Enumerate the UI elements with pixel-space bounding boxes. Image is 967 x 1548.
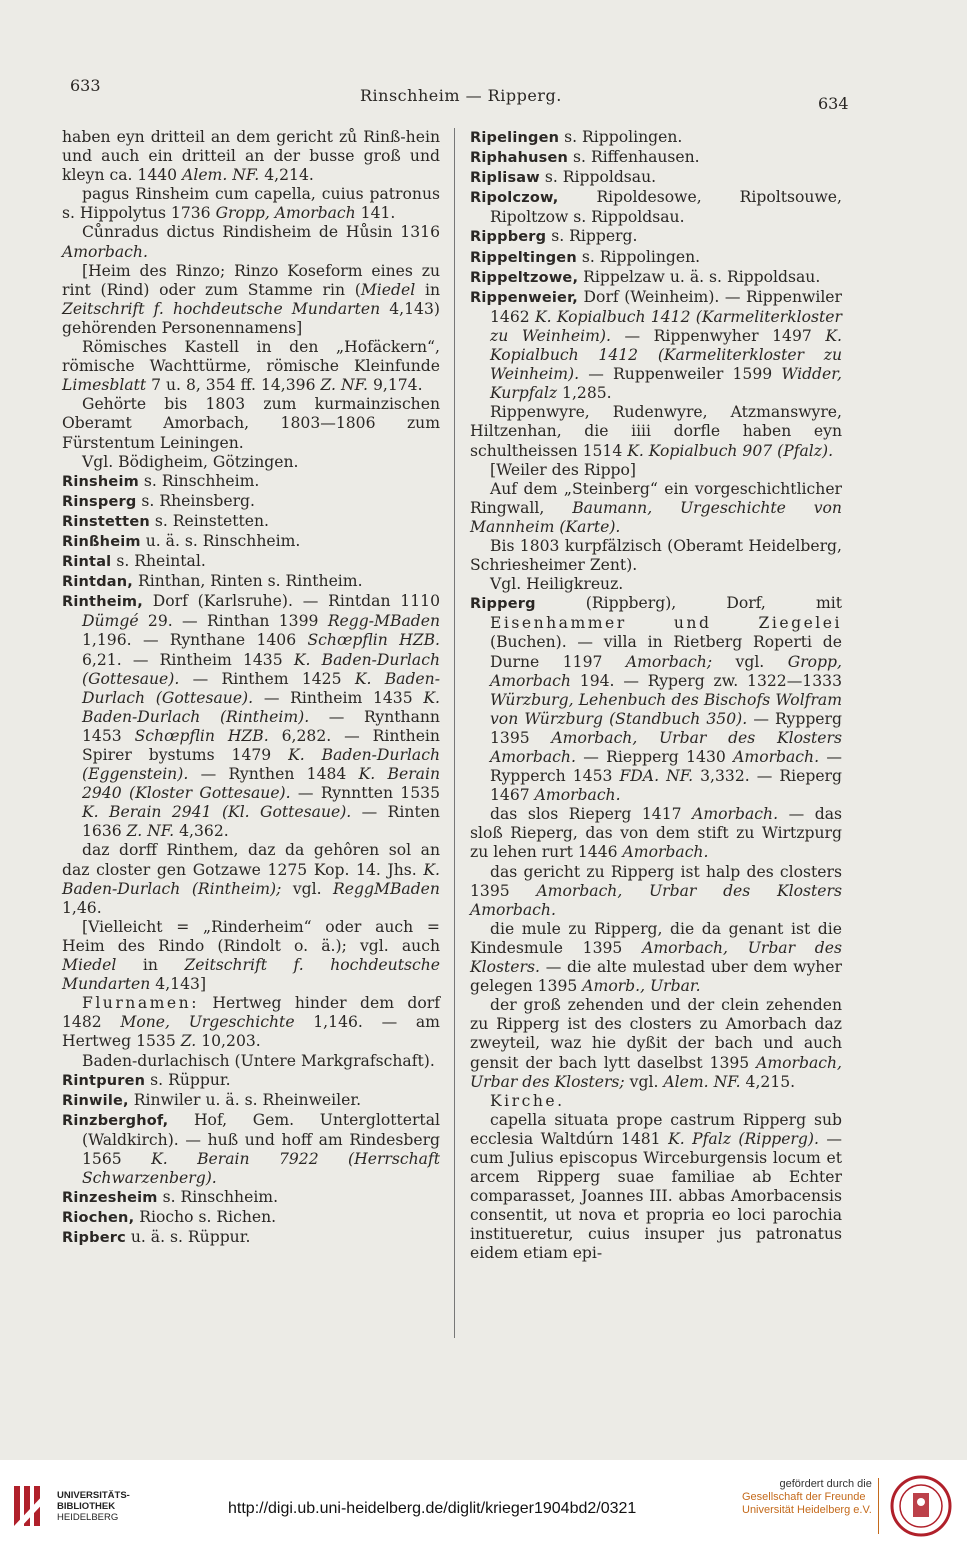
paragraph: Baden-durlachisch (Untere Markgrafschaft). [82, 1051, 435, 1070]
library-name: UNIVERSITÄTS- BIBLIOTHEK HEIDELBERG [57, 1490, 130, 1523]
paragraph: Auf dem „Steinberg“ ein vorgeschichtlicher Ringwall, Baumann, Urgeschichte von Mannheim (Karte). [470, 479, 842, 536]
paragraph: Flurnamen: Hertweg hinder dem dorf 1482 Mone, Urgeschichte 1,146. — am Hertweg 1535 Z. 10,203. [62, 994, 440, 1051]
entry: Rintdan, Rinthan, Rinten s. Rintheim. [62, 572, 363, 591]
entry: Rinzesheim s. Rinschheim. [62, 1188, 279, 1207]
paragraph: der groß zehenden und der clein zehenden zu Ripperg ist des closters zu Amorbach daz zweyteil, waz hie dyßit der bach und auch gensit der bach lytt daselbst 1395 Amorbach, Urbar des Klosters; vgl. Alem. NF. 4,215. [470, 996, 842, 1091]
left-column [62, 128, 440, 1248]
paragraph: Gehörte bis 1803 zum kurmainzischen Oberamt Amorbach, 1803—1806 zum Fürstentum Leiningen. [62, 395, 440, 452]
page-number-left: 633 [70, 76, 101, 95]
paragraph: haben eyn dritteil an dem gericht zů Rinß-hein und auch ein dritteil an der busse groß und kleyn ca. 1440 Alem. NF. 4,214. [62, 128, 440, 185]
entry: Rinwile, Rinwiler u. ä. s. Rheinweiler. [62, 1090, 362, 1109]
entry: Rintal s. Rheintal. [62, 552, 206, 571]
entry: Riplisaw s. Rippoldsau. [470, 168, 657, 187]
paragraph: Bis 1803 kurpfälzisch (Oberamt Heidelberg, Schriesheimer Zent). [470, 536, 842, 575]
column-divider [454, 128, 455, 1338]
permalink-url[interactable]: http://digi.ub.uni-heidelberg.de/diglit/krieger1904bd2/0321 [228, 1500, 637, 1517]
paragraph: Römisches Kastell in den „Hofäckern“, römische Wachttürme, römische Kleinfunde Limesblatt 7 u. 8, 354 ff. 14,396 Z. NF. 9,174. [62, 338, 440, 395]
entry: Ripolczow, Ripoldesowe, Ripoltsouwe, Ripoltzow s. Rippoldsau. [470, 188, 842, 227]
entry: Rinstetten s. Reinstetten. [62, 511, 270, 530]
entry: Rinsheim s. Rinschheim. [62, 471, 260, 490]
paragraph: die mule zu Ripperg, die da genant ist die Kindesmule 1395 Amorbach, Urbar des Klosters. — die alte mulestad uber dem wyher gelegen 1395 Amorb., Urbar. [470, 919, 842, 996]
entry: Rinßheim u. ä. s. Rinschheim. [62, 531, 301, 550]
paragraph: Rippenwyre, Rudenwyre, Atzmanswyre, Hiltzenhan, die iiii dorfle haben eyn schultheissen 1514 K. Kopialbuch 907 (Pfalz). [470, 403, 842, 460]
entry: Rippeltingen s. Rippolingen. [470, 247, 701, 266]
paragraph: Cůnradus dictus Rindisheim de Hůsin 1316 Amorbach. [62, 223, 440, 261]
paragraph: Vgl. Bödigheim, Götzingen. [82, 452, 299, 471]
sponsor-text: gefördert durch die Gesellschaft der Freunde Universität Heidelberg e.V. [742, 1478, 872, 1516]
right-column [470, 128, 842, 1264]
paragraph: pagus Rinsheim cum capella, cuius patronus s. Hippolytus 1736 Gropp, Amorbach 141. [62, 185, 440, 223]
entry-rippenweier: Rippenweier, Dorf (Weinheim). — Rippenwiler 1462 K. Kopialbuch 1412 (Karmeliterkloster zu Weinheim). — Rippenwyher 1497 K. Kopialbuch 1412 (Karmeliterkloster zu Weinheim). — Ruppenweiler 1599 Widder, Kurpfalz 1,285. [470, 287, 842, 403]
running-head-title: Rinschheim — Ripperg. [360, 86, 562, 105]
entry: Riochen, Riocho s. Richen. [62, 1208, 277, 1227]
ub-heidelberg-logo-icon [12, 1482, 52, 1530]
entry: Ripelingen s. Rippolingen. [470, 128, 683, 146]
entry-rintheim: Rintheim, Dorf (Karlsruhe). — Rintdan 1110 Dümgé 29. — Rinthan 1399 Regg-MBaden 1,196. — Rynthane 1406 Schœpflin HZB. 6,21. — Rintheim 1435 K. Baden-Durlach (Gottesaue). — Rinthem 1425 K. Baden-Durlach (Gottesaue). — Rintheim 1435 K. Baden-Durlach (Rintheim). — Rynthann 1453 Schœpflin HZB. 6,282. — Rinthein Spirer bystums 1479 K. Baden-Durlach (Eggenstein). — Rynthen 1484 K. Berain 2940 (Kloster Gottesaue). — Rynntten 1535 K. Berain 2941 (Kl. Gottesaue). — Rinten 1636 Z. NF. 4,362. [62, 592, 440, 841]
paragraph: das slos Rieperg 1417 Amorbach. — das sloß Rieperg, das von dem stift zu Wirtzpurg zu lehen rurt 1446 Amorbach. [470, 805, 842, 862]
entry: Riphahusen s. Riffenhausen. [470, 148, 700, 167]
university-seal-icon [890, 1475, 952, 1537]
paragraph: [Vielleicht = „Rinderheim“ oder auch = Heim des Rindo (Rindolt o. ä.); vgl. auch Miedel in Zeitschrift f. hochdeutsche Mundarten 4,143] [62, 917, 440, 994]
divider [878, 1478, 879, 1534]
paragraph: capella situata prope castrum Ripperg sub ecclesia Waltdúrn 1481 K. Pfalz (Ripperg). — cum Julius episcopus Wirceburgensis locum et arcem Ripperg suae familiae ab Echter comparasset, Joannes III. abbas Amorbacensis consentit, ut nova et propria eo loci parochia institueretur, cuius insuper jus patronatus eidem etiam epi- [470, 1110, 842, 1263]
paragraph: daz dorff Rinthem, daz da gehôren sol an daz closter gen Gotzawe 1275 Kop. 14. Jhs. K. Baden-Durlach (Rintheim); vgl. ReggMBaden 1,46. [62, 841, 440, 917]
entry: Rippeltzowe, Rippelzaw u. ä. s. Rippoldsau. [470, 267, 821, 286]
entry: Rintpuren s. Rüppur. [62, 1070, 231, 1089]
section-label: Kirche. [490, 1091, 565, 1110]
entry: Rinzberghof, Hof, Gem. Unterglottertal (Waldkirch). — huß und hoff am Rindesberg 1565 K. Berain 7922 (Herrschaft Schwarzenberg). [62, 1110, 440, 1188]
entry: Ripberc u. ä. s. Rüppur. [62, 1228, 251, 1247]
entry-ripperg: Ripperg (Rippberg), Dorf, mit Eisenhammer und Ziegelei (Buchen). — villa in Rietberg Roperti de Durne 1197 Amorbach; vgl. Gropp, Amorbach 194. — Ryperg zw. 1322—1333 Würzburg, Lehenbuch des Bischofs Wolfram von Würzburg (Standbuch 350). — Rypperg 1395 Amorbach, Urbar des Klosters Amorbach. — Riepperg 1430 Amorbach. — Rypperch 1453 FDA. NF. 3,332. — Rieperg 1467 Amorbach. [470, 594, 842, 805]
paragraph: [Weiler des Rippo] [490, 460, 637, 479]
entry: Rippberg s. Ripperg. [470, 227, 638, 246]
entry: Rinsperg s. Rheinsberg. [62, 491, 255, 510]
paragraph: Vgl. Heiligkreuz. [490, 575, 624, 594]
page-number-right: 634 [818, 94, 849, 113]
paragraph: das gericht zu Ripperg ist halp des closters 1395 Amorbach, Urbar des Klosters Amorbach. [470, 862, 842, 919]
paragraph: [Heim des Rinzo; Rinzo Koseform eines zu rint (Rind) oder zum Stamme rin (Miedel in Zeitschrift f. hochdeutsche Mundarten 4,143) gehörenden Personennamens] [62, 261, 440, 337]
